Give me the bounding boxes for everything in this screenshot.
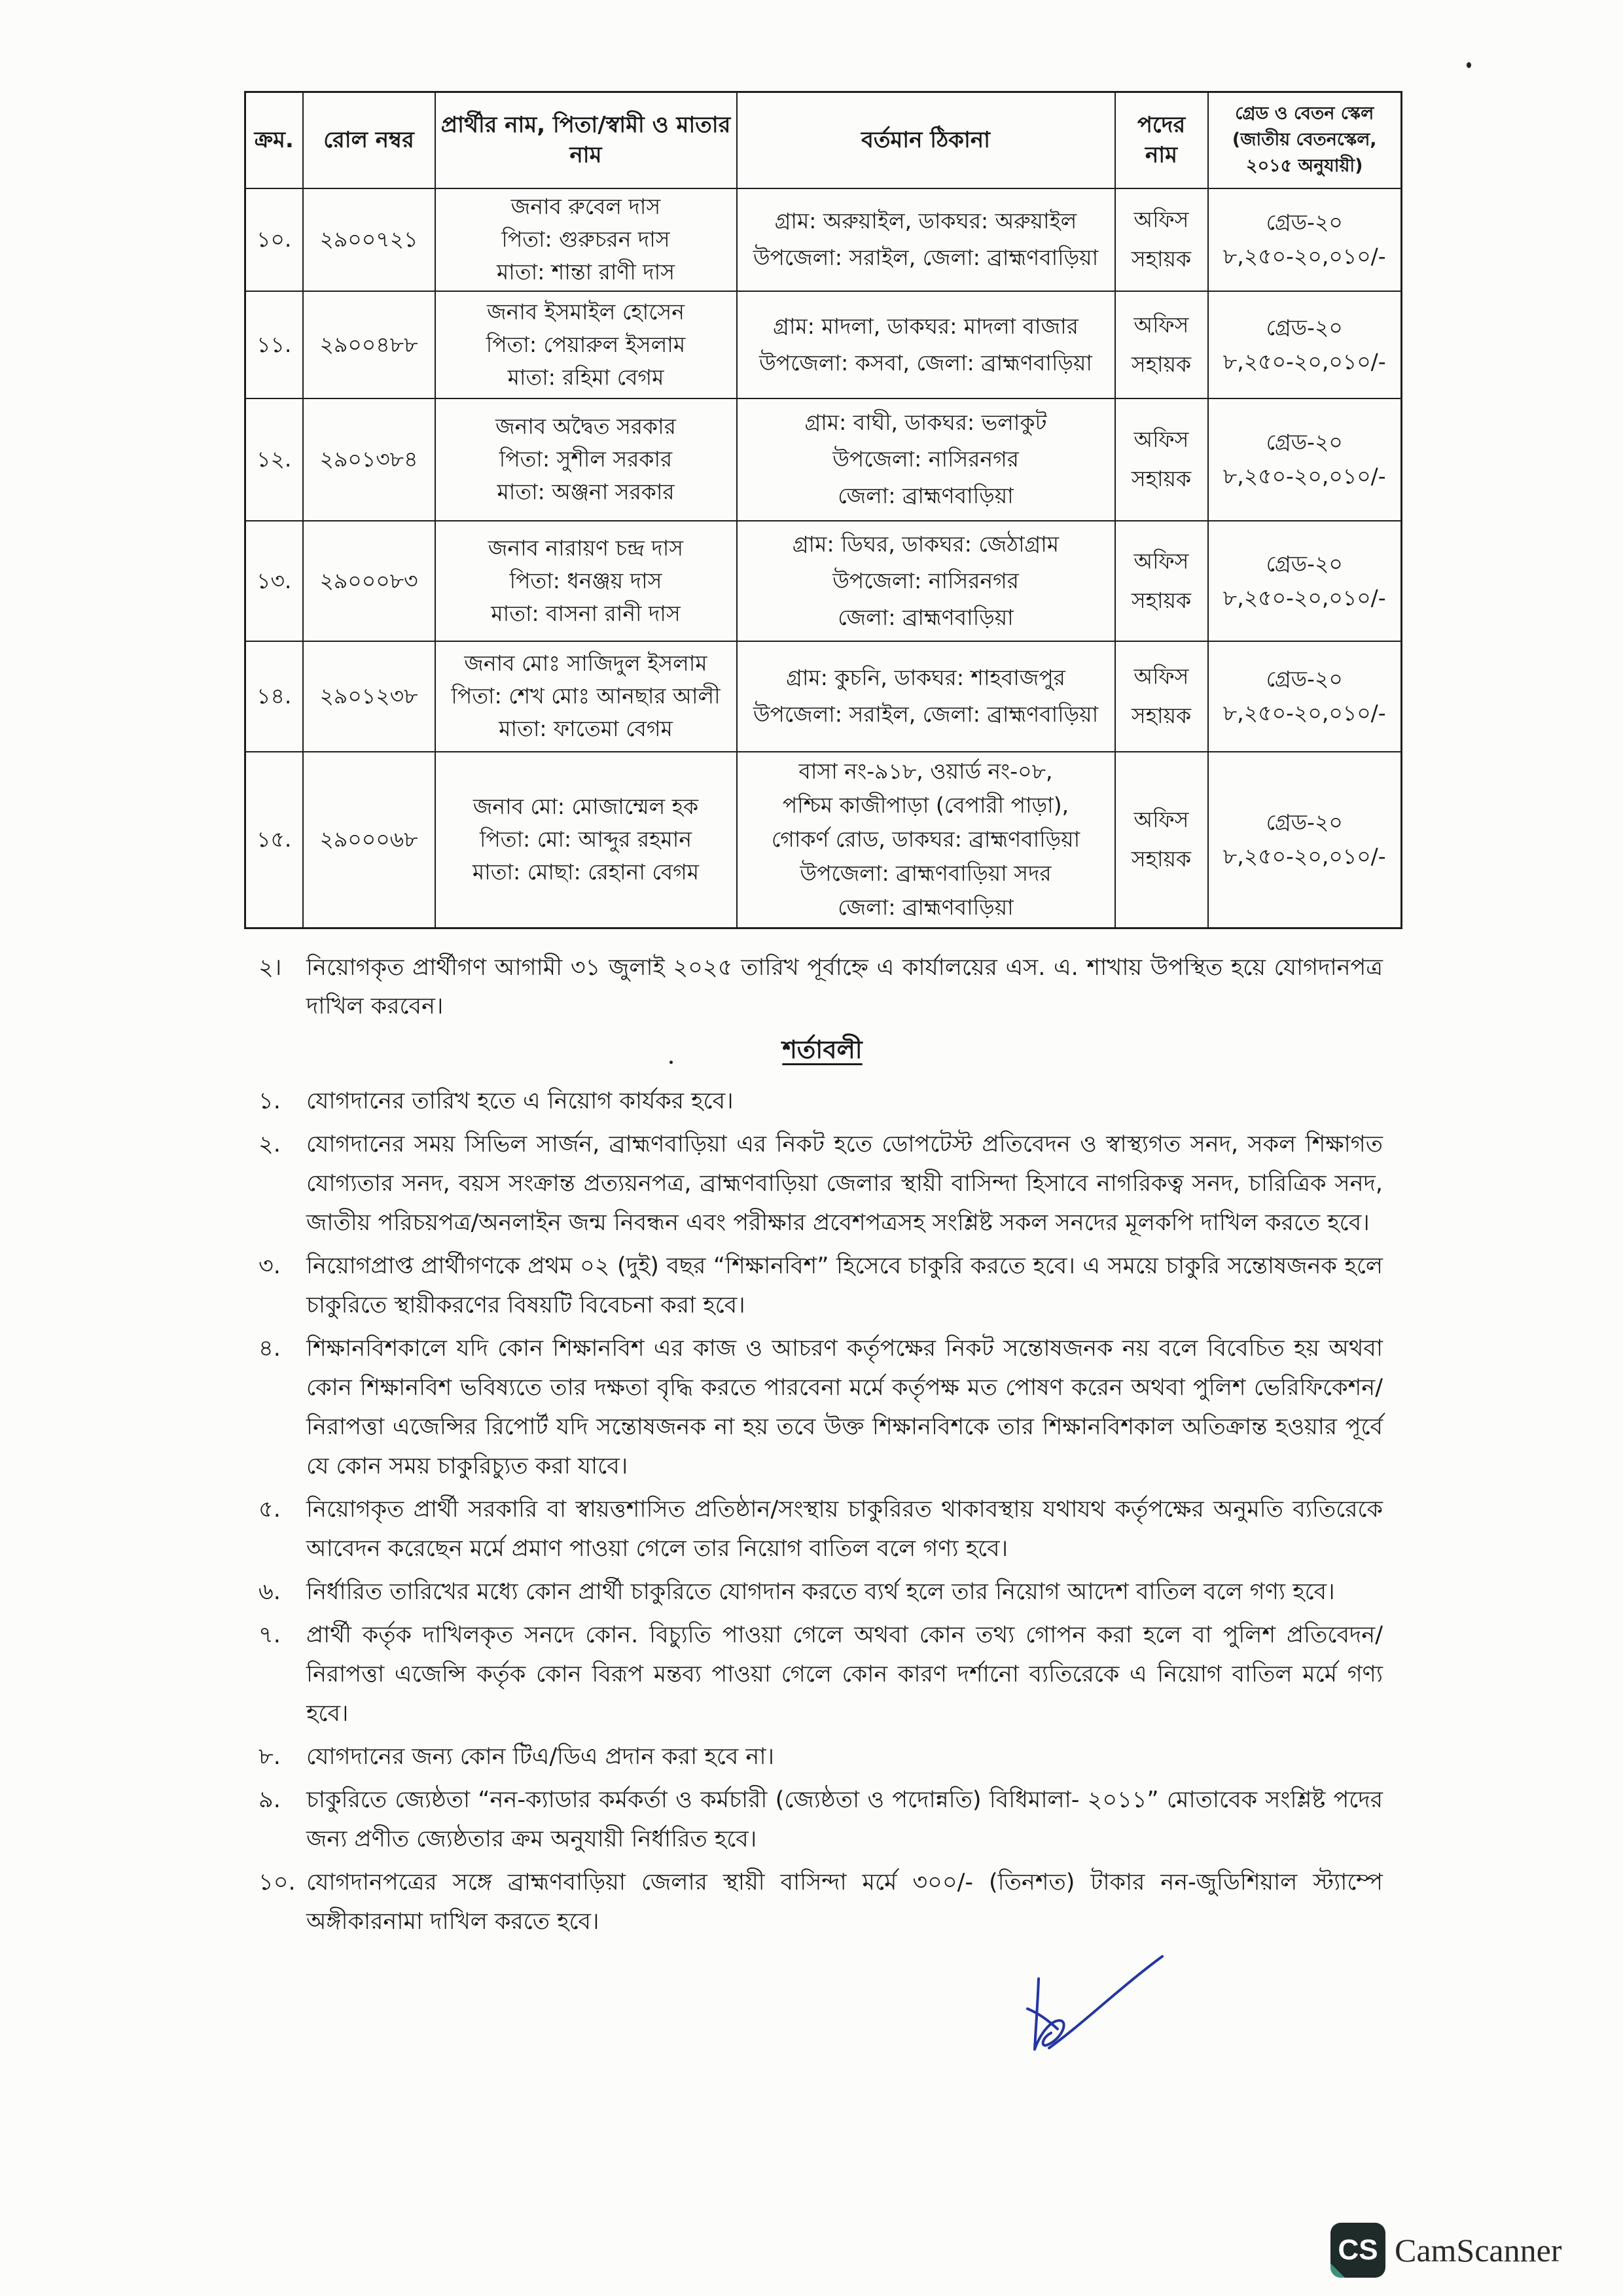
header-serial: ক্রম. xyxy=(245,92,303,188)
serial-number: ১১. xyxy=(245,291,303,398)
post-cell xyxy=(1115,752,1208,928)
grade-cell xyxy=(1208,521,1402,641)
serial-number: ১০. xyxy=(245,188,303,291)
address-line: জেলা: ব্রাহ্মণবাড়িয়া xyxy=(838,604,1014,630)
condition-item xyxy=(259,1737,1383,1776)
serial-number: ১৫. xyxy=(245,752,303,928)
condition-text: যোগদানের তারিখ হতে এ নিয়োগ কার্যকর হবে। xyxy=(306,1088,734,1114)
condition-text: যোগদানপত্রের সঙ্গে ব্রাহ্মণবাড়িয়া জেলার স্থায়ী বাসিন্দা মর্মে ৩০০/- (তিনশত) টাকার নন-জুডিশিয়াল স্ট্যাম্পে অঙ্গীকারনামা দাখিল করতে হবে। xyxy=(306,1869,1383,1935)
pay-scale: ৮,২৫০-২০,০১০/- xyxy=(1222,463,1386,489)
roll-number: ২৯০০৭২১ xyxy=(303,188,435,291)
condition-number: ৯. xyxy=(259,1787,281,1813)
address-line: উপজেলা: নাসিরনগর xyxy=(832,567,1019,593)
address-line: গ্রাম: কুচনি, ডাকঘর: শাহবাজপুর xyxy=(786,665,1065,690)
mother-name: মাতা: ফাতেমা বেগম xyxy=(499,716,673,741)
grade: গ্রেড-২০ xyxy=(1266,314,1343,340)
roll-number: ২৯০১২৩৮ xyxy=(303,641,435,752)
address-line: গ্রাম: অরুয়াইল, ডাকঘর: অরুয়াইল xyxy=(774,208,1077,234)
father-name: পিতা: শেখ মোঃ আনছার আলী xyxy=(451,683,721,709)
mother-name: মাতা: মোছা: রেহানা বেগম xyxy=(472,859,700,885)
condition-number: ৩. xyxy=(259,1253,281,1279)
header-address: বর্তমান ঠিকানা xyxy=(737,92,1115,188)
grade: গ্রেড-২০ xyxy=(1266,429,1343,455)
address-line: বাসা নং-৯১৮, ওয়ার্ড নং-০৮, xyxy=(798,758,1053,785)
condition-number: ৮. xyxy=(259,1744,281,1770)
camscanner-logo xyxy=(1330,2222,1561,2278)
condition-text: নির্ধারিত তারিখের মধ্যে কোন প্রার্থী চাকুরিতে যোগদান করতে ব্যর্থ হলে তার নিয়োগ আদেশ বাতিল বলে গণ্য হবে। xyxy=(306,1579,1335,1605)
condition-item xyxy=(259,1490,1383,1568)
condition-text: নিয়োগকৃত প্রার্থী সরকারি বা স্বায়ত্তশাসিত প্রতিষ্ঠান/সংস্থায় চাকুরিরত থাকাবস্থায় যথাযথ কর্তৃপক্ষের অনুমতি ব্যতিরেকে আবেদন করেছেন মর্মে প্রমাণ পাওয়া গেলে তার নিয়োগ বাতিল বলে গণ্য হবে। xyxy=(306,1496,1383,1562)
mother-name: মাতা: বাসনা রানী দাস xyxy=(491,600,681,626)
post-name: অফিস সহায়ক xyxy=(1131,207,1192,272)
grade-cell xyxy=(1208,188,1402,291)
serial-number: ১৪. xyxy=(245,641,303,752)
condition-item xyxy=(259,1082,1383,1121)
father-name: পিতা: পেয়ারুল ইসলাম xyxy=(486,331,686,357)
grade: গ্রেড-২০ xyxy=(1266,550,1343,576)
condition-number: ১. xyxy=(259,1088,281,1114)
condition-text: যোগদানের জন্য কোন টিএ/ডিএ প্রদান করা হবে না। xyxy=(306,1744,774,1770)
post-cell xyxy=(1115,641,1208,752)
post-cell xyxy=(1115,188,1208,291)
roll-number: ২৯০০০৬৮ xyxy=(303,752,435,928)
document-body xyxy=(244,91,1400,1941)
address-line: পশ্চিম কাজীপাড়া (বেপারী পাড়া), xyxy=(782,792,1069,819)
condition-number: ৭. xyxy=(259,1622,281,1648)
mother-name: মাতা: রহিমা বেগম xyxy=(507,364,664,390)
condition-item xyxy=(259,1329,1383,1486)
condition-number: ২. xyxy=(259,1131,281,1157)
address-line: গ্রাম: মাদলা, ডাকঘর: মাদলা বাজার xyxy=(773,313,1079,339)
address-cell xyxy=(737,521,1115,641)
father-name: পিতা: মো: আব্দুর রহমান xyxy=(479,826,692,853)
candidate-cell xyxy=(435,641,737,752)
table-row xyxy=(245,188,1402,291)
table-row xyxy=(245,641,1402,752)
pay-scale: ৮,২৫০-২০,০১০/- xyxy=(1222,348,1386,374)
roll-number: ২৯০১৩৮৪ xyxy=(303,398,435,521)
grade-cell xyxy=(1208,641,1402,752)
header-post-label: পদের নাম xyxy=(1137,112,1186,169)
candidate-name: জনাব রুবেল দাস xyxy=(510,194,661,219)
scan-speck xyxy=(1467,62,1471,68)
roll-number: ২৯০০০৮৩ xyxy=(303,521,435,641)
roll-number: ২৯০০৪৮৮ xyxy=(303,291,435,398)
candidate-name: জনাব ইসমাইল হোসেন xyxy=(487,298,685,325)
post-cell xyxy=(1115,291,1208,398)
post-name: অফিস সহায়ক xyxy=(1131,663,1192,728)
post-name: অফিস সহায়ক xyxy=(1131,427,1192,491)
condition-number: ১০. xyxy=(259,1869,296,1896)
address-cell xyxy=(737,188,1115,291)
candidate-name: জনাব অদ্বৈত সরকার xyxy=(495,414,676,439)
conditions-list xyxy=(244,1082,1400,1941)
address-line: গ্রাম: বাঘী, ডাকঘর: ভলাকুট xyxy=(804,410,1047,435)
table-header-row xyxy=(245,92,1402,188)
table-row xyxy=(245,752,1402,928)
grade: গ্রেড-২০ xyxy=(1266,809,1343,836)
father-name: পিতা: গুরুচরন দাস xyxy=(501,226,670,252)
serial-number: ১২. xyxy=(245,398,303,521)
post-cell xyxy=(1115,398,1208,521)
camscanner-badge: CS xyxy=(1330,2223,1385,2278)
post-name: অফিস সহায়ক xyxy=(1131,807,1192,872)
pay-scale: ৮,২৫০-২০,০১০/- xyxy=(1222,584,1386,610)
pay-scale: ৮,২৫০-২০,০১০/- xyxy=(1222,243,1386,269)
header-candidate: প্রার্থীর নাম, পিতা/স্বামী ও মাতার নাম xyxy=(435,92,737,188)
grade: গ্রেড-২০ xyxy=(1266,209,1343,235)
conditions-heading-text: শর্তাবলী xyxy=(782,1035,863,1064)
grade-cell xyxy=(1208,291,1402,398)
condition-text: প্রার্থী কর্তৃক দাখিলকৃত সনদে কোন. বিচ্যুতি পাওয়া গেলে অথবা কোন তথ্য গোপন করা হলে বা পুলিশ প্রতিবেদন/নিরাপত্তা এজেন্সি কর্তৃক কোন বিরূপ মন্তব্য পাওয়া গেলে কোন কারণ দর্শানো ব্যতিরেকে এ নিয়োগ বাতিল মর্মে গণ্য হবে। xyxy=(306,1622,1383,1727)
table-row xyxy=(245,291,1402,398)
father-name: পিতা: সুশীল সরকার xyxy=(499,446,673,472)
address-line: জেলা: ব্রাহ্মণবাড়িয়া xyxy=(838,894,1014,921)
condition-item xyxy=(259,1863,1383,1941)
address-line: গ্রাম: ডিঘর, ডাকঘর: জেঠাগ্রাম xyxy=(792,531,1060,557)
header-roll: রোল নম্বর xyxy=(303,92,435,188)
address-line: উপজেলা: সরাইল, জেলা: ব্রাহ্মণবাড়িয়া xyxy=(753,245,1099,270)
address-cell xyxy=(737,752,1115,928)
candidate-cell xyxy=(435,291,737,398)
table-row xyxy=(245,521,1402,641)
serial-number: ১৩. xyxy=(245,521,303,641)
mother-name: মাতা: অঞ্জনা সরকার xyxy=(497,479,675,504)
post-cell xyxy=(1115,521,1208,641)
address-line: উপজেলা: কসবা, জেলা: ব্রাহ্মণবাড়িয়া xyxy=(759,349,1092,376)
candidate-cell xyxy=(435,521,737,641)
condition-text: চাকুরিতে জ্যেষ্ঠতা “নন-ক্যাডার কর্মকর্তা ও কর্মচারী (জ্যেষ্ঠতা ও পদোন্নতি) বিধিমালা- ২০১১” মোতাবেক সংশ্লিষ্ট পদের জন্য প্রণীত জ্যেষ্ঠতার ক্রম অনুযায়ী নির্ধারিত হবে। xyxy=(306,1787,1383,1852)
condition-item xyxy=(259,1125,1383,1243)
address-line: উপজেলা: ব্রাহ্মণবাড়িয়া সদর xyxy=(800,860,1052,887)
condition-item xyxy=(259,1246,1383,1325)
grade-cell xyxy=(1208,398,1402,521)
header-grade: গ্রেড ও বেতন স্কেল (জাতীয় বেতনস্কেল, ২০১৫ অনুযায়ী) xyxy=(1208,92,1402,188)
grade-cell xyxy=(1208,752,1402,928)
address-line: জেলা: ব্রাহ্মণবাড়িয়া xyxy=(838,483,1014,508)
condition-text: শিক্ষানবিশকালে যদি কোন শিক্ষানবিশ এর কাজ ও আচরণ কর্তৃপক্ষের নিকট সন্তোষজনক নয় বলে বিবেচিত হয় অথবা কোন শিক্ষানবিশ ভবিষ্যতে তার দক্ষতা বৃদ্ধি করতে পারবেনা মর্মে কর্তৃপক্ষ মত পোষণ করেন অথবা পুলিশ ভেরিফিকেশন/নিরাপত্তা এজেন্সির রিপোর্ট যদি সন্তোষজনক না হয় তবে উক্ত শিক্ষানবিশকে তার শিক্ষানবিশকাল অতিক্রান্ত হওয়ার পূর্বে যে কোন সময় চাকুরিচ্যুত করা যাবে। xyxy=(306,1335,1383,1479)
candidate-name: জনাব মো: মোজাম্মেল হক xyxy=(473,794,699,820)
condition-item xyxy=(259,1616,1383,1733)
appointment-table xyxy=(244,91,1402,929)
address-cell xyxy=(737,641,1115,752)
candidate-cell xyxy=(435,398,737,521)
candidate-cell xyxy=(435,752,737,928)
joining-notice xyxy=(259,949,1383,1026)
header-post xyxy=(1115,92,1208,188)
camscanner-label: CamScanner xyxy=(1395,2232,1562,2269)
post-name: অফিস সহায়ক xyxy=(1131,548,1192,613)
condition-item xyxy=(259,1572,1383,1612)
address-cell xyxy=(737,291,1115,398)
address-line: উপজেলা: নাসিরনগর xyxy=(832,446,1019,472)
candidate-name: জনাব নারায়ণ চন্দ্র দাস xyxy=(488,535,684,561)
notice-text: নিয়োগকৃত প্রার্থীগণ আগামী ৩১ জুলাই ২০২৫ তারিখ পূর্বাহ্নে এ কার্যালয়ের এস. এ. শাখায় উপস্থিত হয়ে যোগদানপত্র দাখিল করবেন। xyxy=(306,955,1383,1019)
pay-scale: ৮,২৫০-২০,০১০/- xyxy=(1222,700,1386,726)
condition-item xyxy=(259,1780,1383,1859)
table-row xyxy=(245,398,1402,521)
condition-number: ৬. xyxy=(259,1579,281,1605)
signature xyxy=(1021,1947,1178,2061)
father-name: পিতা: ধনঞ্জয় দাস xyxy=(509,567,662,593)
condition-text: নিয়োগপ্রাপ্ত প্রার্থীগণকে প্রথম ০২ (দুই) বছর “শিক্ষানবিশ” হিসেবে চাকুরি করতে হবে। এ সময়ে চাকুরি সন্তোষজনক হলে চাকুরিতে স্থায়ীকরণের বিষয়টি বিবেচনা করা হবে। xyxy=(306,1253,1383,1318)
pay-scale: ৮,২৫০-২০,০১০/- xyxy=(1222,843,1386,870)
candidate-name: জনাব মোঃ সাজিদুল ইসলাম xyxy=(464,650,707,676)
conditions-heading xyxy=(244,1030,1400,1069)
condition-number: ৫. xyxy=(259,1496,281,1523)
post-name: অফিস সহায়ক xyxy=(1131,311,1192,377)
condition-number: ৪. xyxy=(259,1335,281,1362)
candidate-cell xyxy=(435,188,737,291)
notice-number: ২। xyxy=(259,955,282,981)
address-line: গোকর্ণ রোড, ডাকঘর: ব্রাহ্মণবাড়িয়া xyxy=(771,826,1080,853)
mother-name: মাতা: শান্তা রাণী দাস xyxy=(496,259,675,285)
address-line: উপজেলা: সরাইল, জেলা: ব্রাহ্মণবাড়িয়া xyxy=(753,701,1099,727)
grade: গ্রেড-২০ xyxy=(1266,666,1343,692)
address-cell xyxy=(737,398,1115,521)
condition-text: যোগদানের সময় সিভিল সার্জন, ব্রাহ্মণবাড়িয়া এর নিকট হতে ডোপটেস্ট প্রতিবেদন ও স্বাস্থ্যগত সনদ, সকল শিক্ষাগত যোগ্যতার সনদ, বয়স সংক্রান্ত প্রত্যয়নপত্র, ব্রাহ্মণবাড়িয়া জেলার স্থায়ী বাসিন্দা হিসাবে নাগরিকত্ব সনদ, চারিত্রিক সনদ, জাতীয় পরিচয়পত্র/অনলাইন জন্ম নিবন্ধন এবং পরীক্ষার প্রবেশপত্রসহ সংশ্লিষ্ট সকল সনদের মূলকপি দাখিল করতে হবে। xyxy=(306,1131,1383,1236)
